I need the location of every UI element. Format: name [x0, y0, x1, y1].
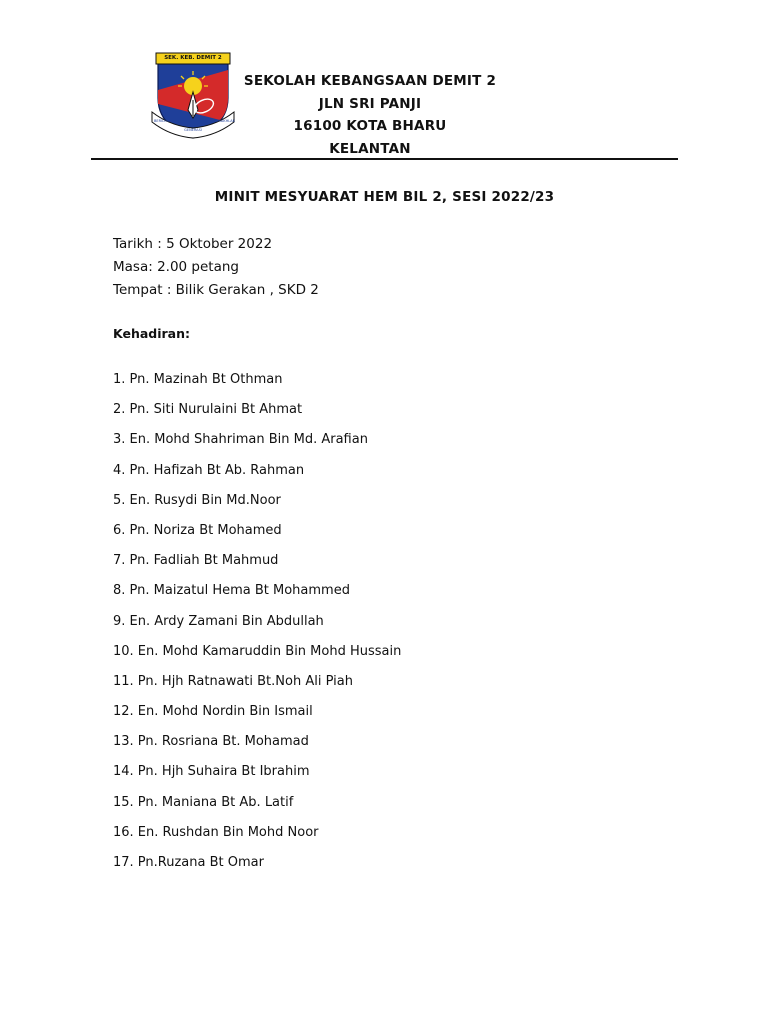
school-header [200, 70, 540, 160]
attendee-item: 17. Pn.Ruzana Bt Omar [113, 855, 264, 870]
attendee-item: 7. Pn. Fadliah Bt Mahmud [113, 553, 279, 569]
attendee-item: 15. Pn. Maniana Bt Ab. Latif [113, 794, 294, 810]
school-name: SEKOLAH KEBANGSAAN DEMIT 2 [243, 73, 497, 89]
logo-ribbon-right: BERAKHLAK [214, 119, 235, 123]
address-line-2: 16100 KOTA BHARU [293, 118, 447, 134]
attendee-item: 16. En. Rushdan Bin Mohd Noor [113, 824, 319, 840]
attendance-heading: Kehadiran: [113, 326, 191, 341]
attendee-item: 11. Pn. Hjh Ratnawati Bt.Noh Ali Piah [113, 673, 353, 689]
attendee-item: 5. En. Rusydi Bin Md.Noor [113, 492, 281, 508]
document-title: MINIT MESYUARAT HEM BIL 2, SESI 2022/23 [214, 189, 555, 205]
logo-ribbon-center: GENERASI [184, 128, 202, 132]
attendee-item: 12. En. Mohd Nordin Bin Ismail [113, 704, 313, 720]
attendee-item: 8. Pn. Maizatul Hema Bt Mohammed [113, 583, 350, 599]
meeting-time: Masa: 2.00 petang [113, 259, 239, 275]
logo-ribbon-left: BERILMU [154, 119, 170, 123]
attendee-item: 6. Pn. Noriza Bt Mohamed [113, 522, 282, 538]
header-divider [91, 158, 678, 160]
attendee-item: 14. Pn. Hjh Suhaira Bt Ibrahim [113, 764, 310, 780]
attendee-item: 3. En. Mohd Shahriman Bin Md. Arafian [113, 432, 368, 448]
meeting-date: Tarikh : 5 Oktober 2022 [113, 236, 273, 252]
logo-banner-text: SEK. KEB. DEMIT 2 [164, 55, 222, 61]
attendee-item: 9. En. Ardy Zamani Bin Abdullah [113, 613, 324, 629]
attendee-item: 1. Pn. Mazinah Bt Othman [113, 372, 283, 387]
attendee-item: 10. En. Mohd Kamaruddin Bin Mohd Hussain [113, 643, 402, 659]
meeting-details [113, 233, 319, 302]
attendee-item: 4. Pn. Hafizah Bt Ab. Rahman [113, 462, 305, 478]
attendee-item: 13. Pn. Rosriana Bt. Mohamad [113, 734, 309, 750]
address-state: KELANTAN [329, 140, 411, 157]
meeting-venue: Tempat : Bilik Gerakan , SKD 2 [113, 282, 319, 298]
address-line-1: JLN SRI PANJI [318, 95, 422, 112]
attendance-list [113, 370, 401, 883]
attendee-item: 2. Pn. Siti Nurulaini Bt Ahmat [113, 402, 303, 418]
